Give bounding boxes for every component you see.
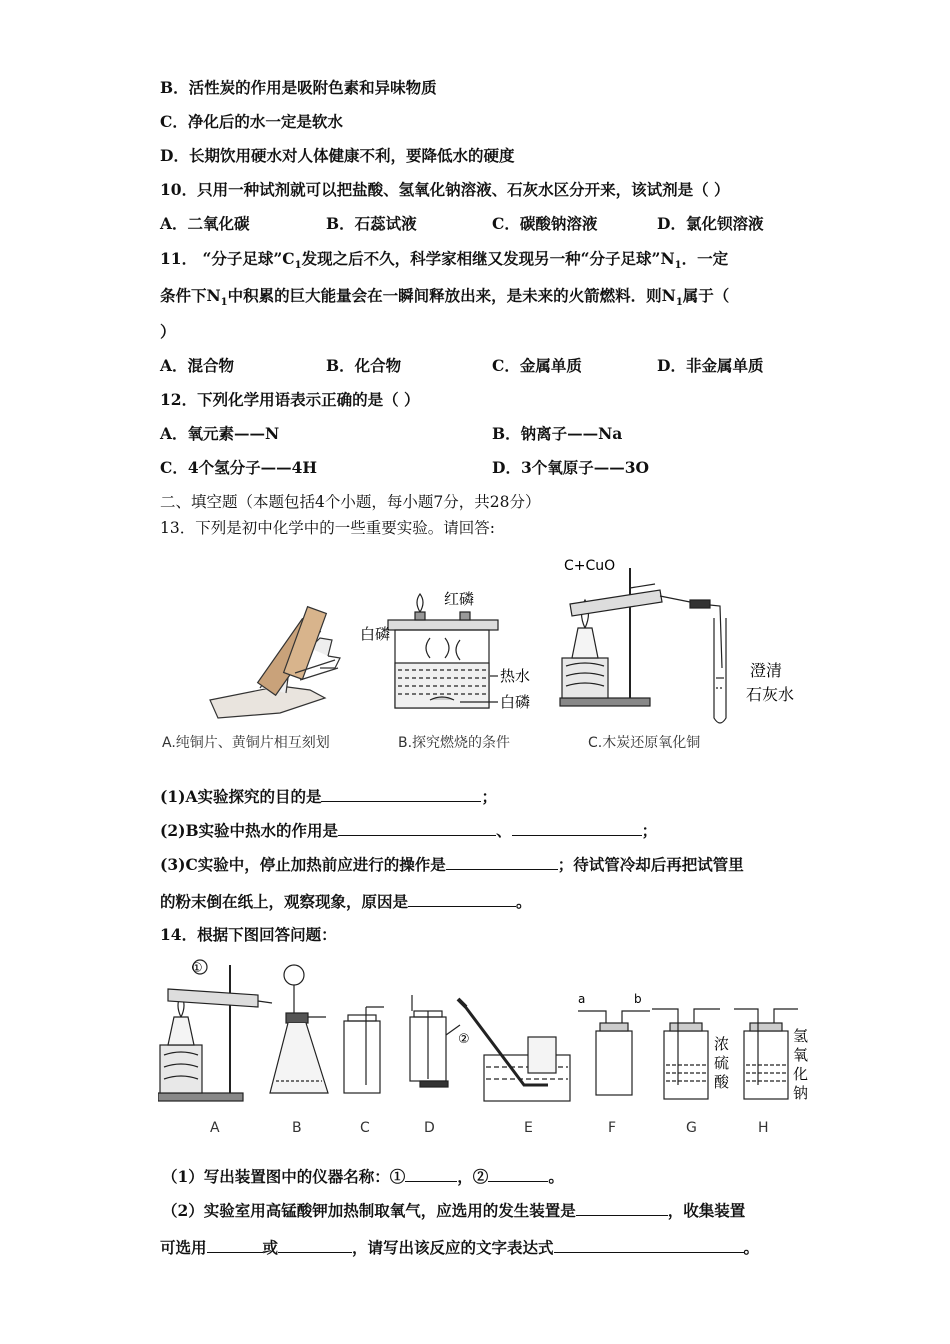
q12-option-b: B．钠离子——Na bbox=[492, 424, 623, 443]
label-yang: 氧 bbox=[793, 1046, 809, 1064]
label-reshui: 热水 bbox=[500, 667, 531, 685]
apparatus-label: H bbox=[758, 1120, 769, 1136]
answer-blank[interactable] bbox=[554, 1237, 744, 1253]
answer-blank[interactable] bbox=[338, 820, 496, 836]
q11-option-b: B．化合物 bbox=[326, 356, 402, 375]
apparatus-label: A bbox=[210, 1120, 220, 1136]
q11-stem: 11． “分子足球$”C_1$发现之后不久，科学家相继又发现另一种“分子足球$”N_1$．一定 bbox=[160, 249, 729, 272]
figure-b-beaker bbox=[388, 594, 498, 708]
q10-option-c: C．碳酸钠溶液 bbox=[492, 214, 598, 233]
answer-blank[interactable] bbox=[512, 820, 642, 836]
q11-option-a: A．混合物 bbox=[160, 356, 235, 375]
label-nong: 浓 bbox=[714, 1035, 730, 1053]
caption-a: A.纯铜片、黄铜片相互刻划 bbox=[162, 735, 330, 751]
q14-figure bbox=[158, 955, 813, 1105]
label-bailin-bottom: 白磷 bbox=[500, 693, 531, 711]
figure-a-hands bbox=[210, 607, 340, 718]
apparatus-label: F bbox=[608, 1120, 617, 1136]
apparatus-label: C bbox=[360, 1120, 370, 1136]
apparatus-d bbox=[410, 995, 460, 1087]
q9-option-c: C．净化后的水一定是软水 bbox=[160, 112, 343, 131]
label-ccuo: C+CuO bbox=[564, 558, 616, 574]
q11-option-d: D．非金属单质 bbox=[657, 356, 764, 375]
apparatus-a bbox=[158, 960, 272, 1101]
answer-blank[interactable] bbox=[278, 1237, 352, 1253]
apparatus-label: B bbox=[292, 1120, 302, 1136]
apparatus-g bbox=[652, 1009, 720, 1099]
label-b: b bbox=[634, 992, 642, 1006]
caption-c: C.木炭还原氧化铜 bbox=[588, 735, 701, 751]
q12-option-a: A．氧元素——N bbox=[160, 424, 280, 443]
apparatus-e bbox=[458, 999, 570, 1101]
answer-blank[interactable] bbox=[405, 1166, 457, 1182]
q14-sub2-line2: 可选用 或 ，请写出该反应的文字表达式 。 bbox=[160, 1238, 760, 1257]
q12-option-c: C．4个氢分子——4H bbox=[160, 458, 318, 477]
figure-c-apparatus bbox=[560, 568, 726, 723]
q9-option-b: B．活性炭的作用是吸附色素和异味物质 bbox=[160, 78, 437, 97]
q13-sub3: (3)C实验中，停止加热前应进行的操作是 ；待试管冷却后再把试管里 bbox=[160, 855, 744, 874]
q14-stem: 14．根据下图回答问题： bbox=[160, 925, 337, 944]
q10-option-a: A．二氧化碳 bbox=[160, 214, 250, 233]
apparatus-h bbox=[734, 1009, 798, 1099]
q13-figure bbox=[160, 548, 810, 756]
q10-option-d: D．氯化钡溶液 bbox=[657, 214, 764, 233]
q10-option-b: B．石蕊试液 bbox=[326, 214, 417, 233]
label-shihuishui: 石灰水 bbox=[746, 685, 795, 704]
answer-blank[interactable] bbox=[207, 1237, 263, 1253]
q11-stem-line2: 条件下$N_1$中积累的巨大能量会在一瞬间释放出来，是未来的火箭燃料．则$N_1$属于（ bbox=[160, 286, 730, 309]
q13-sub1: (1)A实验探究的目的是 ； bbox=[160, 787, 497, 806]
section-heading: 二、填空题（本题包括4个小题，每小题7分，共28分） bbox=[160, 493, 541, 511]
answer-blank[interactable] bbox=[321, 786, 481, 802]
q13-stem: 13．下列是初中化学中的一些重要实验。请回答: bbox=[160, 519, 495, 537]
label-chengqing: 澄清 bbox=[750, 661, 783, 680]
apparatus-b bbox=[270, 965, 328, 1093]
q13-sub3-line2: 的粉末倒在纸上，观察现象，原因是 。 bbox=[160, 892, 532, 911]
answer-blank[interactable] bbox=[488, 1166, 548, 1182]
label-liu: 硫 bbox=[714, 1054, 730, 1072]
label-honglin: 红磷 bbox=[444, 590, 475, 608]
apparatus-c bbox=[344, 1007, 384, 1093]
label-a: a bbox=[578, 992, 586, 1006]
q14-sub1: （1）写出装置图中的仪器名称：① ，② 。 bbox=[162, 1167, 564, 1186]
mark-1: ① bbox=[191, 961, 203, 976]
label-hua: 化 bbox=[793, 1065, 809, 1083]
q12-option-d: D．3个氧原子——3O bbox=[492, 458, 650, 477]
q10-stem: 10．只用一种试剂就可以把盐酸、氢氧化钠溶液、石灰水区分开来，该试剂是（ ） bbox=[160, 180, 730, 199]
apparatus-label: G bbox=[686, 1120, 697, 1136]
q11-option-c: C．金属单质 bbox=[492, 356, 582, 375]
label-bailin-left: 白磷 bbox=[360, 625, 391, 643]
mark-2: ② bbox=[458, 1032, 470, 1047]
q13-sub2: (2)B实验中热水的作用是 、 ； bbox=[160, 821, 658, 840]
q14-sub2: （2）实验室用高锰酸钾加热制取氧气，应选用的发生装置是 ，收集装置 bbox=[162, 1201, 746, 1220]
caption-b: B.探究燃烧的条件 bbox=[398, 735, 511, 751]
q9-option-d: D．长期饮用硬水对人体健康不利，要降低水的硬度 bbox=[160, 146, 515, 165]
answer-blank[interactable] bbox=[446, 854, 558, 870]
q12-stem: 12．下列化学用语表示正确的是（ ） bbox=[160, 390, 420, 409]
answer-blank[interactable] bbox=[576, 1200, 668, 1216]
apparatus-label: E bbox=[524, 1120, 533, 1136]
apparatus-label: D bbox=[424, 1120, 435, 1136]
answer-blank[interactable] bbox=[408, 891, 516, 907]
label-na: 钠 bbox=[793, 1084, 809, 1102]
label-suan: 酸 bbox=[714, 1073, 730, 1091]
q11-stem-line3: ） bbox=[160, 322, 176, 341]
apparatus-f bbox=[578, 1011, 650, 1095]
label-qing: 氢 bbox=[793, 1027, 809, 1045]
